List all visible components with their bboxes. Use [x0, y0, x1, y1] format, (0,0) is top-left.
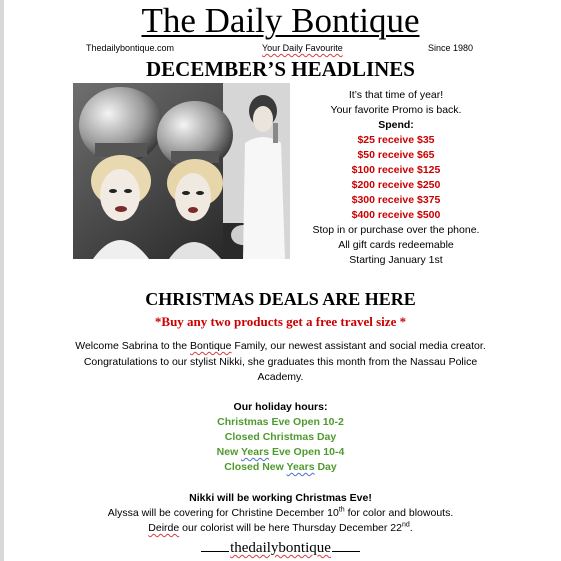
- promo-line: Stop in or purchase over the phone.: [312, 224, 480, 236]
- deals-title: CHRISTMAS DEALS ARE HERE: [145, 289, 416, 309]
- footer-signature: thedailybontique: [0, 539, 561, 557]
- welcome-paragraph: Welcome Sabrina to the Bontique Family, our newest assistant and social media creator. Congratulations to our stylist Nikki, she graduates this month from the Nassau Police Academy.: [75, 340, 486, 383]
- alyssa-note: Alyssa will be covering for Christine December 10th for color and blowouts.: [107, 506, 454, 519]
- holiday-hours: [0, 400, 561, 475]
- hours-title: Our holiday hours:: [233, 401, 328, 413]
- masthead-title: The Daily Bontique: [141, 1, 420, 40]
- headline: DECEMBER’S HEADLINES: [146, 57, 415, 81]
- closing-notes: [0, 491, 561, 536]
- hours-line: Closed New Years Day: [224, 461, 337, 473]
- page-edge: [0, 0, 4, 561]
- website-text: Thedailybontique.com: [86, 43, 175, 53]
- hours-line: Closed Christmas Day: [224, 431, 337, 443]
- hours-line: Christmas Eve Open 10-2: [217, 416, 344, 428]
- promo-line: It’s that time of year!: [348, 89, 444, 101]
- promo-line: Starting January 1st: [349, 254, 443, 266]
- promo-tier: $400 receive $500: [351, 209, 441, 221]
- promo-line: All gift cards redeemable: [338, 239, 454, 251]
- tagline-text: Your Daily Favourite: [262, 43, 343, 53]
- bontique-word: Bontique: [190, 340, 232, 352]
- promo-block: [298, 88, 494, 268]
- nikki-note: Nikki will be working Christmas Eve!: [189, 492, 372, 504]
- promo-line: Your favorite Promo is back.: [330, 104, 462, 116]
- deirde-note: Deirde our colorist will be here Thursday December 22nd.: [148, 521, 413, 534]
- spend-label: Spend:: [378, 119, 414, 131]
- salon-photo: [73, 83, 290, 259]
- promo-tier: $200 receive $250: [351, 179, 441, 191]
- hours-line: New Years Eve Open 10-4: [216, 446, 345, 458]
- promo-tier: $25 receive $35: [357, 134, 435, 146]
- promo-tier: $100 receive $125: [351, 164, 441, 176]
- deals-offer: *Buy any two products get a free travel size *: [154, 314, 407, 329]
- promo-tier: $300 receive $375: [351, 194, 441, 206]
- promo-tier: $50 receive $65: [357, 149, 435, 161]
- since-text: Since 1980: [428, 43, 474, 53]
